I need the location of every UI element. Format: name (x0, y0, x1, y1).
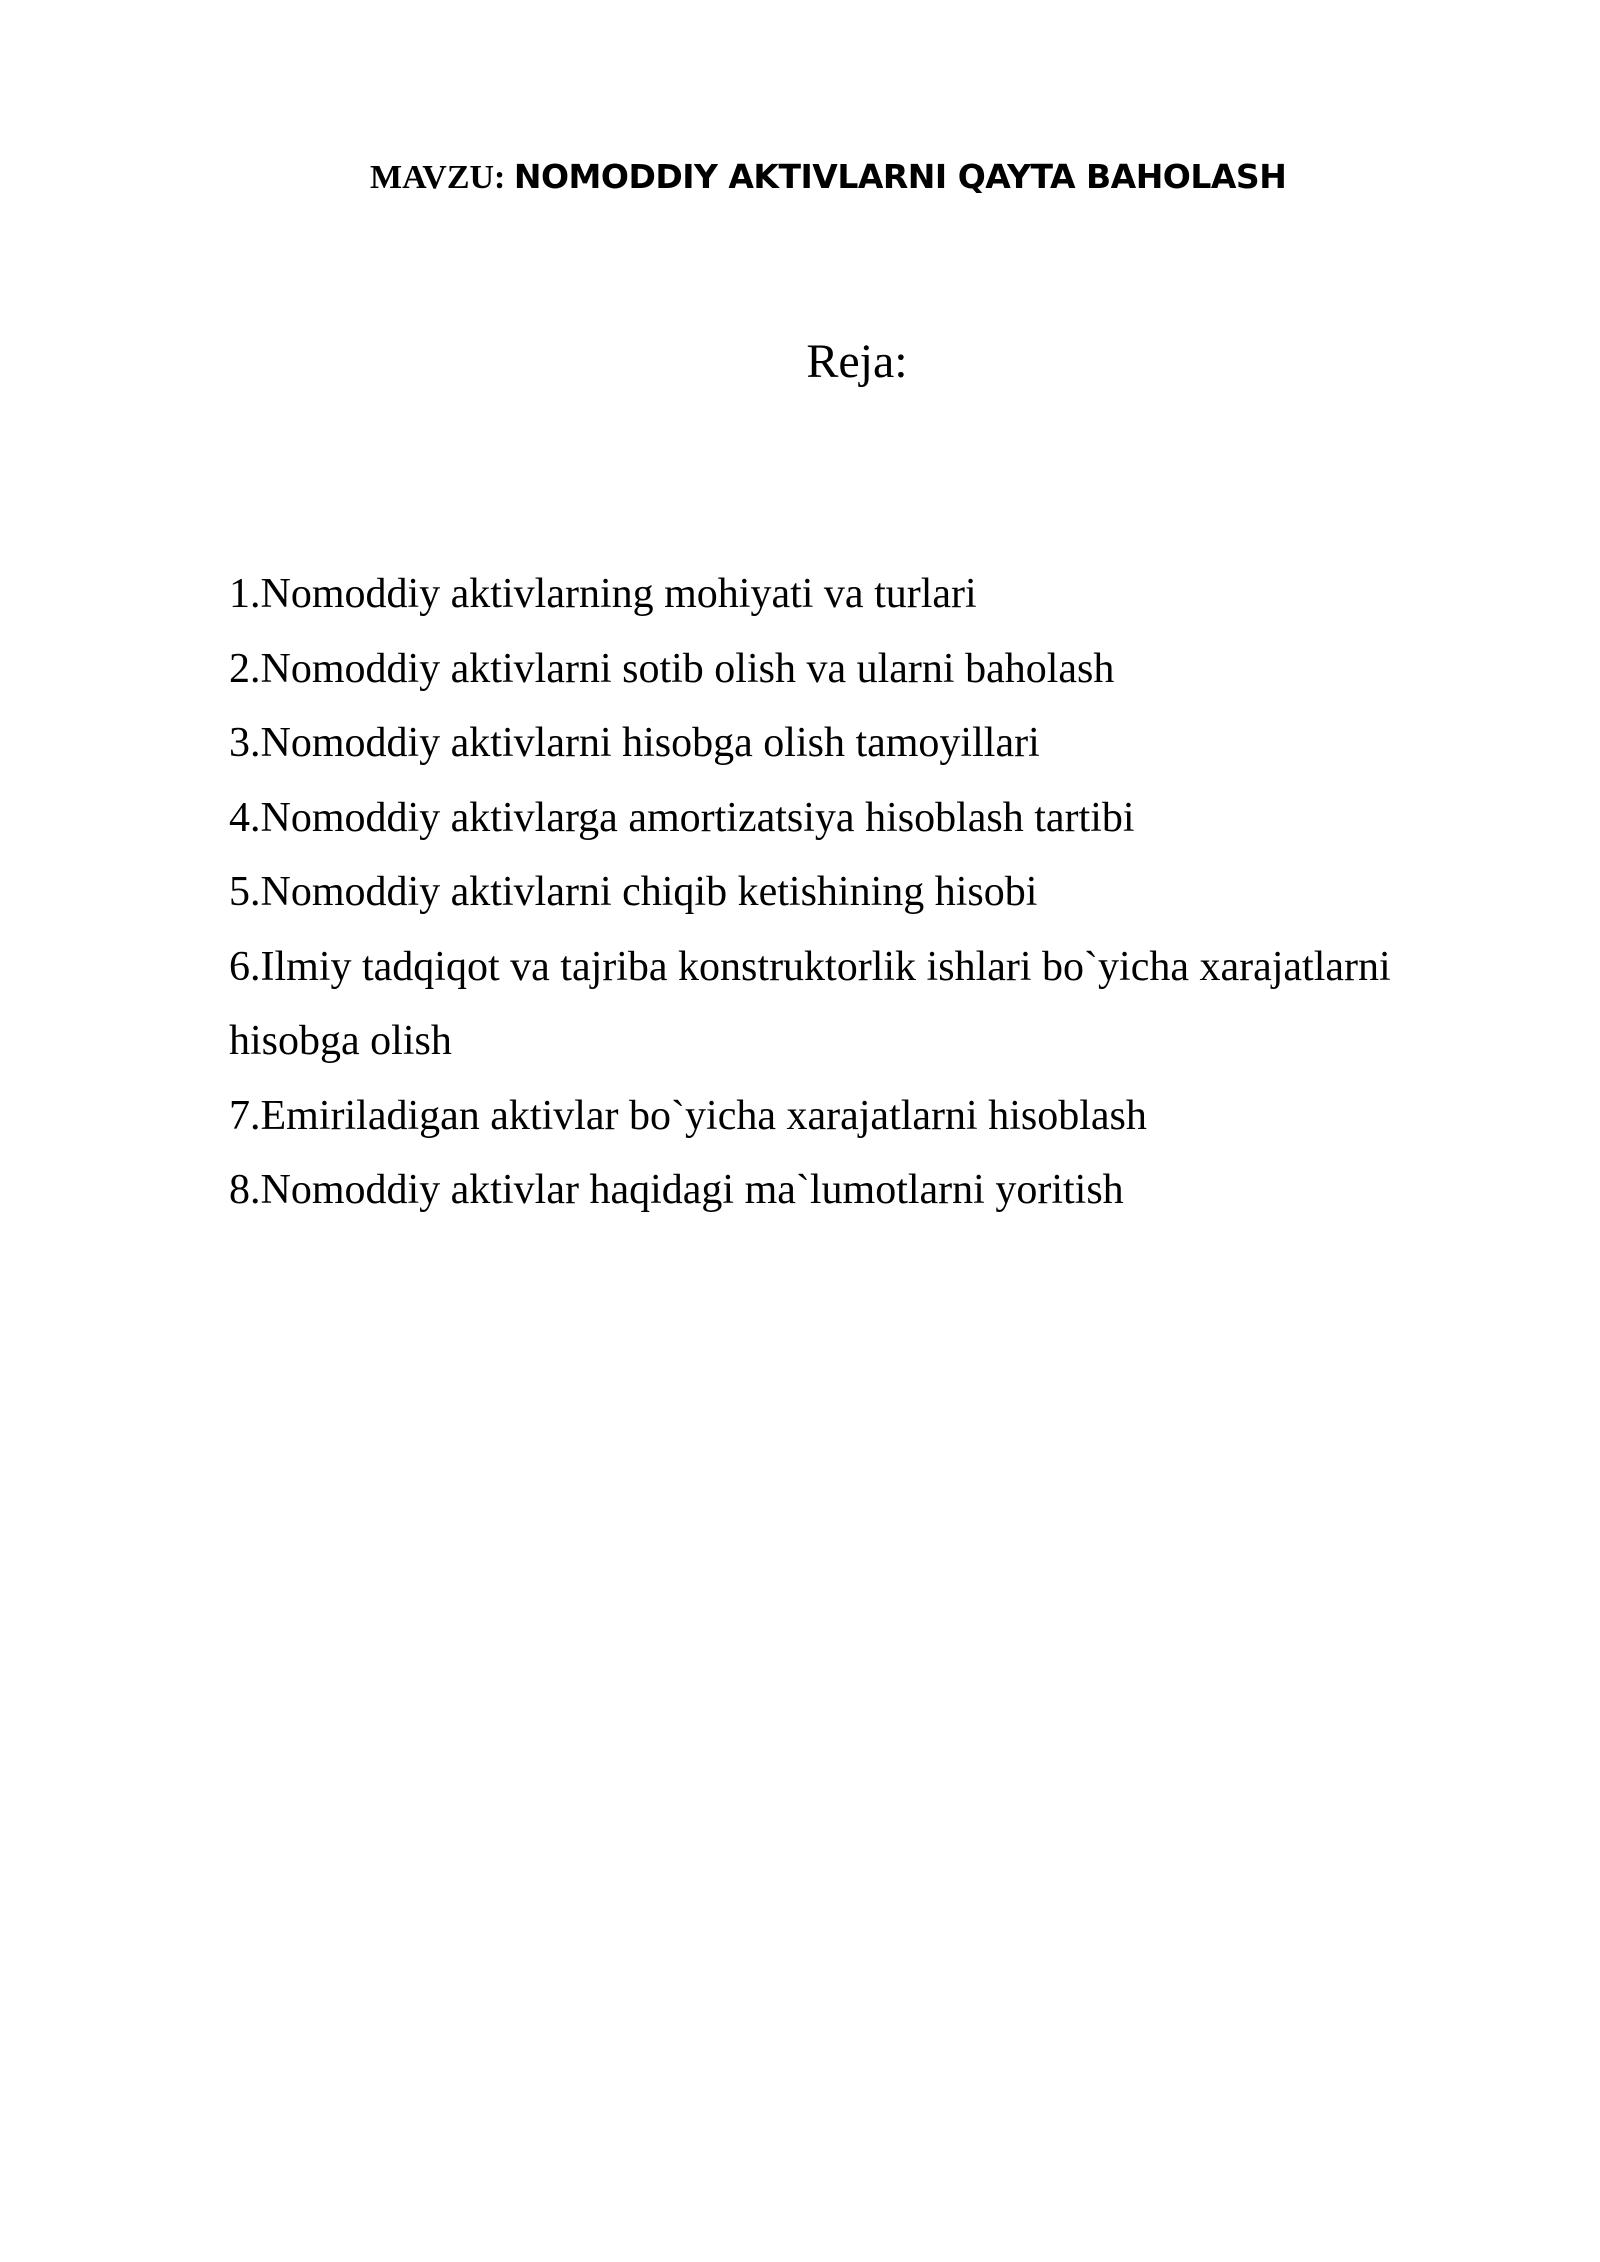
plan-item: 4.Nomoddiy aktivlarga amortizatsiya hisoblash tartibi (229, 794, 1135, 841)
document-title (370, 152, 1470, 203)
plan-item: 7.Emiriladigan aktivlar bo`yicha xarajatlarni hisoblash (229, 1092, 1147, 1139)
title-main: NOMODDIY AKTIVLARNI QAYTA BAHOLASH (513, 157, 1287, 196)
plan-list (229, 557, 1459, 1228)
plan-item: 5.Nomoddiy aktivlarni chiqib ketishining hisobi (229, 869, 1038, 915)
plan-item: 3.Nomoddiy aktivlarni hisobga olish tamoyillari (229, 720, 1040, 766)
plan-item: 1.Nomoddiy aktivlarning mohiyati va turlari (229, 571, 977, 617)
title-prefix: MAVZU: (370, 159, 506, 196)
plan-item: 6.Ilmiy tadqiqot va tajriba konstruktorlik ishlari bo`yicha xarajatlarni hisobga olish (229, 943, 1391, 1064)
plan-item: 8.Nomoddiy aktivlar haqidagi ma`lumotlarni yoritish (229, 1167, 1124, 1213)
plan-item: 2.Nomoddiy aktivlarni sotib olish va ularni baholash (229, 645, 1115, 692)
plan-heading: Reja: (806, 335, 908, 388)
